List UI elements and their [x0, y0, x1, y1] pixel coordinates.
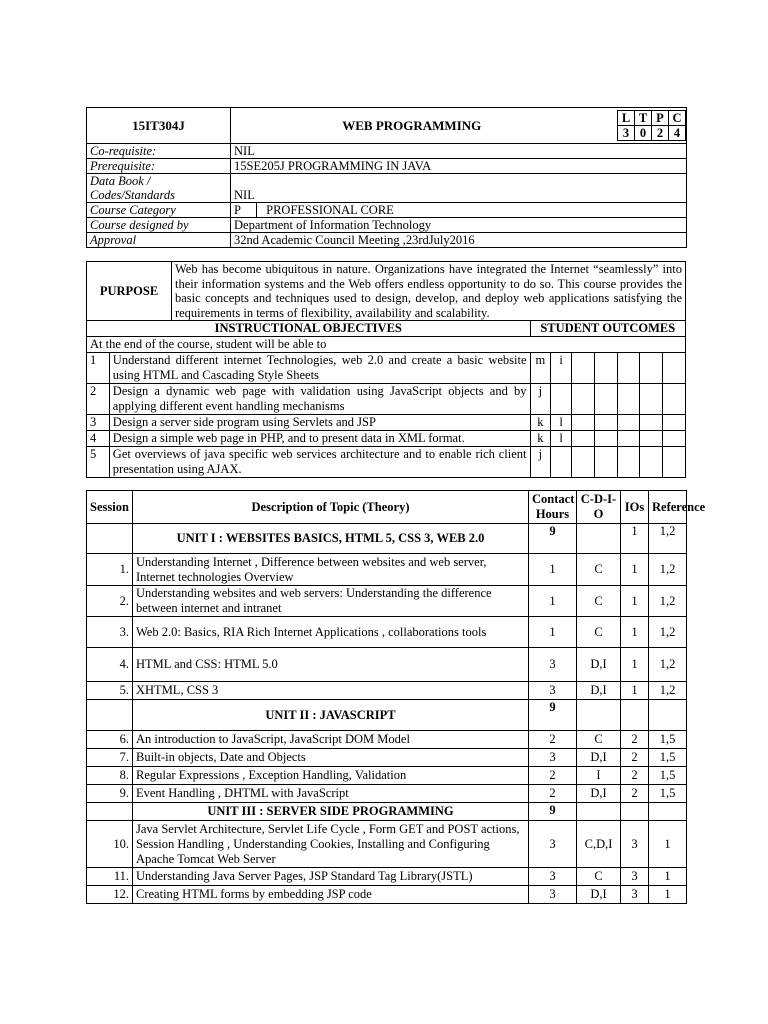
session-row: [87, 731, 687, 749]
designed-by-label: Course designed by: [87, 218, 231, 233]
unit-reference: 1,2: [649, 524, 687, 554]
category-label: Course Category: [87, 203, 231, 218]
ltpc-value: 3: [618, 126, 635, 141]
objective-text: Get overviews of java specific web services architecture and to enable rich client presentation using AJAX.: [109, 447, 530, 478]
objectives-table: [86, 261, 686, 478]
session-reference: 1: [649, 868, 687, 886]
session-hours: 1: [529, 586, 577, 617]
session-cdio: D,I: [577, 648, 621, 682]
session-table: [86, 490, 706, 904]
ltpc-label: C: [669, 111, 686, 126]
session-ios: 2: [621, 749, 649, 767]
session-ios: 2: [621, 731, 649, 749]
session-reference: 1,5: [649, 785, 687, 803]
session-cdio: D,I: [577, 886, 621, 904]
session-cdio: I: [577, 767, 621, 785]
unit-hours: 9: [529, 803, 577, 821]
approval-value: 32nd Academic Council Meeting ,23rdJuly2016: [231, 233, 687, 248]
objectives-intro: At the end of the course, student will be able to: [87, 337, 686, 353]
col-description: Description of Topic (Theory): [133, 491, 529, 524]
session-row: [87, 586, 687, 617]
col-session: Session: [87, 491, 133, 524]
session-rows: [87, 524, 687, 904]
session-reference: 1,2: [649, 586, 687, 617]
session-description: Regular Expressions , Exception Handling, Validation: [133, 767, 529, 785]
session-number: 12.: [87, 886, 133, 904]
course-code: 15IT304J: [87, 108, 231, 144]
course-header-table: [86, 107, 687, 248]
corequisite-label: Co-requisite:: [87, 144, 231, 159]
col-reference: Reference: [649, 491, 687, 524]
outcomes-header: STUDENT OUTCOMES: [530, 321, 685, 337]
unit-row: [87, 700, 687, 731]
session-ios: 1: [621, 617, 649, 648]
col-ios: IOs: [621, 491, 649, 524]
session-ios: 1: [621, 682, 649, 700]
codes-value: NIL: [231, 188, 687, 203]
session-description: Creating HTML forms by embedding JSP code: [133, 886, 529, 904]
session-ios: 3: [621, 868, 649, 886]
unit-title: UNIT III : SERVER SIDE PROGRAMMING: [133, 803, 529, 821]
ltpc-label: T: [635, 111, 652, 126]
col-contact-hours: Contact Hours: [529, 491, 577, 524]
session-number: 7.: [87, 749, 133, 767]
session-row: [87, 617, 687, 648]
category-code: P: [231, 203, 257, 217]
session-cdio: C: [577, 731, 621, 749]
session-reference: 1,2: [649, 682, 687, 700]
session-number: 4.: [87, 648, 133, 682]
unit-row: [87, 803, 687, 821]
prerequisite-label: Prerequisite:: [87, 159, 231, 174]
session-row: [87, 682, 687, 700]
session-hours: 1: [529, 617, 577, 648]
databook-value: [231, 174, 687, 189]
outcome-cell: [551, 384, 572, 415]
unit-ios: 1: [621, 524, 649, 554]
objective-number: 3: [87, 415, 110, 431]
session-reference: 1,5: [649, 767, 687, 785]
unit-title: UNIT II : JAVASCRIPT: [133, 700, 529, 731]
approval-label: Approval: [87, 233, 231, 248]
session-ios: 3: [621, 821, 649, 868]
session-hours: 2: [529, 731, 577, 749]
prerequisite-value: 15SE205J PROGRAMMING IN JAVA: [231, 159, 687, 174]
unit-ios: [621, 700, 649, 731]
session-description: Understanding Internet , Difference between websites and web server, Internet technologies Overview: [133, 554, 529, 586]
unit-cdio: [577, 524, 621, 554]
ltpc-label: L: [618, 111, 635, 126]
session-ios: 1: [621, 586, 649, 617]
session-ios: 1: [621, 554, 649, 586]
session-reference: 1: [649, 821, 687, 868]
unit-title: UNIT I : WEBSITES BASICS, HTML 5, CSS 3, WEB 2.0: [133, 524, 529, 554]
codes-label: Codes/Standards: [87, 188, 231, 203]
session-ios: 3: [621, 886, 649, 904]
session-description: Event Handling , DHTML with JavaScript: [133, 785, 529, 803]
session-hours: 3: [529, 749, 577, 767]
session-row: [87, 648, 687, 682]
session-ios: 2: [621, 785, 649, 803]
session-row: [87, 886, 687, 904]
objective-number: 1: [87, 353, 110, 384]
ltpc-label: P: [652, 111, 669, 126]
category-value: PROFESSIONAL CORE: [266, 203, 394, 217]
session-cdio: C: [577, 554, 621, 586]
unit-reference: [649, 700, 687, 731]
session-hours: 2: [529, 785, 577, 803]
ltpc-grid: [617, 110, 686, 141]
session-hours: 1: [529, 554, 577, 586]
unit-ios: [621, 803, 649, 821]
session-description: HTML and CSS: HTML 5.0: [133, 648, 529, 682]
session-description: XHTML, CSS 3: [133, 682, 529, 700]
session-row: [87, 821, 687, 868]
ltpc-value: 2: [652, 126, 669, 141]
session-description: Java Servlet Architecture, Servlet Life Cycle , Form GET and POST actions, Session Handling , Understanding Cookies, Installing and Configuring Apache Tomcat Web Server: [133, 821, 529, 868]
session-number: 2.: [87, 586, 133, 617]
purpose-label: PURPOSE: [87, 262, 172, 321]
ltpc-value: 4: [669, 126, 686, 141]
session-hours: 3: [529, 648, 577, 682]
session-hours: 3: [529, 682, 577, 700]
session-reference: 1: [649, 886, 687, 904]
session-hours: 3: [529, 868, 577, 886]
objective-text: Design a server side program using Servlets and JSP: [109, 415, 530, 431]
session-reference: 1,5: [649, 749, 687, 767]
outcome-cell: l: [551, 415, 572, 431]
databook-label: Data Book /: [87, 174, 231, 189]
unit-cdio: [577, 803, 621, 821]
session-row: [87, 767, 687, 785]
session-description: Understanding websites and web servers: Understanding the difference between internet and intranet: [133, 586, 529, 617]
outcome-cell: j: [530, 384, 551, 415]
outcome-cell: i: [551, 353, 572, 384]
objective-text: Design a dynamic web page with validation using JavaScript objects and by applying different event handling mechanisms: [109, 384, 530, 415]
session-ios: 1: [621, 648, 649, 682]
session-cdio: D,I: [577, 749, 621, 767]
unit-cdio: [577, 700, 621, 731]
session-number: 9.: [87, 785, 133, 803]
session-description: Web 2.0: Basics, RIA Rich Internet Applications , collaborations tools: [133, 617, 529, 648]
objective-text: Design a simple web page in PHP, and to present data in XML format.: [109, 431, 530, 447]
col-cdio: C-D-I-O: [577, 491, 621, 524]
outcome-cell: m: [530, 353, 551, 384]
course-title: WEB PROGRAMMING: [231, 108, 593, 144]
session-number: 10.: [87, 821, 133, 868]
session-number: 8.: [87, 767, 133, 785]
unit-reference: [649, 803, 687, 821]
purpose-text: Web has become ubiquitous in nature. Organizations have integrated the Internet “seamlessly” into their information systems and the Web offers endless opportunity to do so. This course provides the basic concepts and techniques used to design, develop, and deploy web applications satisfying the requirements in terms of flexibility, availability and scalability.: [171, 262, 685, 321]
session-description: An introduction to JavaScript, JavaScript DOM Model: [133, 731, 529, 749]
outcome-cell: k: [530, 431, 551, 447]
session-hours: 3: [529, 886, 577, 904]
session-number: 6.: [87, 731, 133, 749]
outcome-cell: k: [530, 415, 551, 431]
session-number: 5.: [87, 682, 133, 700]
objectives-header: INSTRUCTIONAL OBJECTIVES: [87, 321, 531, 337]
session-hours: 3: [529, 821, 577, 868]
session-row: [87, 554, 687, 586]
outcome-cell: j: [530, 447, 551, 478]
outcome-cell: l: [551, 431, 572, 447]
session-cdio: C: [577, 586, 621, 617]
session-number: 3.: [87, 617, 133, 648]
session-number: 11.: [87, 868, 133, 886]
session-description: Built-in objects, Date and Objects: [133, 749, 529, 767]
session-reference: 1,5: [649, 731, 687, 749]
session-cdio: C: [577, 617, 621, 648]
objective-number: 2: [87, 384, 110, 415]
session-description: Understanding Java Server Pages, JSP Standard Tag Library(JSTL): [133, 868, 529, 886]
objective-text: Understand different internet Technologies, web 2.0 and create a basic website using HTML and Cascading Style Sheets: [109, 353, 530, 384]
session-row: [87, 868, 687, 886]
session-number: 1.: [87, 554, 133, 586]
ltpc-value: 0: [635, 126, 652, 141]
unit-row: [87, 524, 687, 554]
session-reference: 1,2: [649, 648, 687, 682]
unit-hours: 9: [529, 524, 577, 554]
session-cdio: D,I: [577, 682, 621, 700]
unit-hours: 9: [529, 700, 577, 731]
session-row: [87, 749, 687, 767]
designed-by-value: Department of Information Technology: [231, 218, 687, 233]
session-row: [87, 785, 687, 803]
session-reference: 1,2: [649, 554, 687, 586]
session-cdio: D,I: [577, 785, 621, 803]
outcome-cell: [551, 447, 572, 478]
session-reference: 1,2: [649, 617, 687, 648]
session-cdio: C: [577, 868, 621, 886]
session-ios: 2: [621, 767, 649, 785]
session-cdio: C,D,I: [577, 821, 621, 868]
objective-number: 4: [87, 431, 110, 447]
corequisite-value: NIL: [231, 144, 687, 159]
objective-number: 5: [87, 447, 110, 478]
session-hours: 2: [529, 767, 577, 785]
